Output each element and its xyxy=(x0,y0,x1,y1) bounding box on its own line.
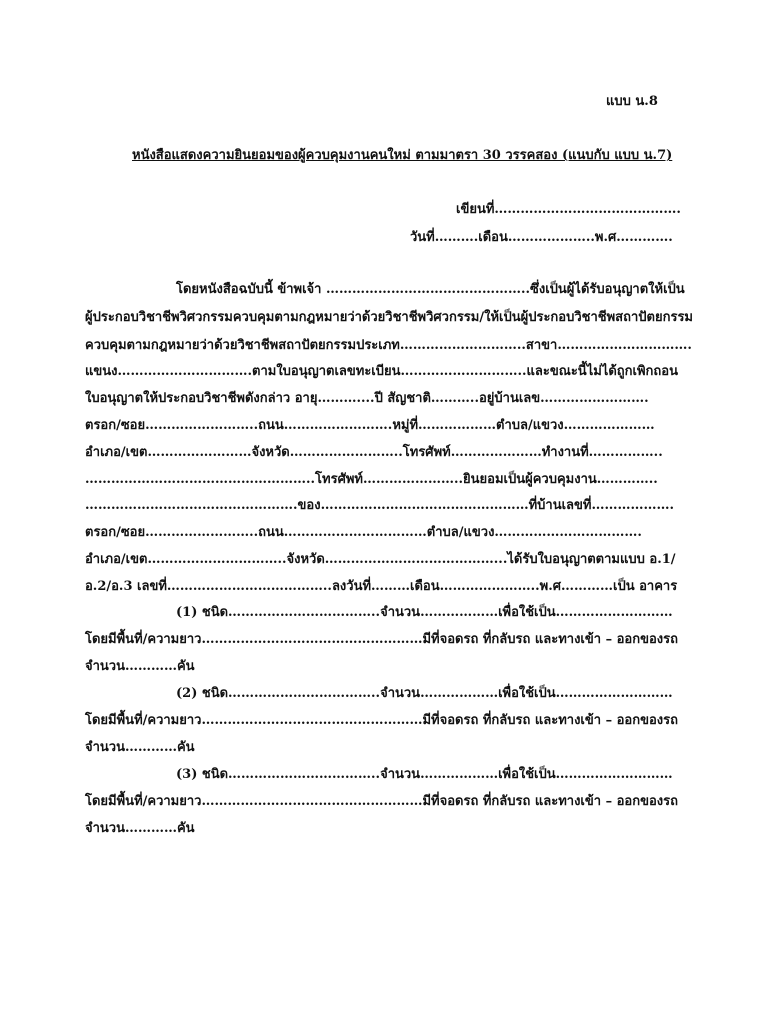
building-3-count-line: จำนวน…………คัน xyxy=(85,821,195,836)
body-line-3: ควบคุมตามกฎหมายว่าด้วยวิชาชีพสถาปัตยกรรมประเภท………………………..สาขา…………………………. xyxy=(85,338,692,353)
building-3-area-line: โดยมีพื้นที่/ความยาว……………………………………………มีที่จอดรถ ที่กลับรถ และทางเข้า – ออกของรถ xyxy=(85,794,678,809)
building-1-count-line: จำนวน…………คัน xyxy=(85,659,195,674)
building-2-type-line: (2) ชนิด……………………………..จำนวน………………เพื่อใช้เป็น……………………… xyxy=(176,686,673,701)
body-line-9: ………………………………………….ของ…………………………………………ที่บ้านเลขที่………………. xyxy=(85,498,674,513)
body-line-10: ตรอก/ซอย……………………..ถนน……………………………ตำบล/แขวง……………………………. xyxy=(85,525,642,540)
building-2-area-line: โดยมีพื้นที่/ความยาว……………………………………………มีที่จอดรถ ที่กลับรถ และทางเข้า – ออกของรถ xyxy=(85,713,678,728)
body-line-5: ใบอนุญาตให้ประกอบวิชาชีพดังกล่าว อายุ………....ปี สัญชาติ………..อยู่บ้านเลข……………………. xyxy=(85,391,649,406)
date-field: วันที่……….เดือน………………..พ.ศ…………. xyxy=(410,230,673,245)
body-line-4: แขนง………………………….ตามใบอนุญาตเลขทะเบียน………………………..และขณะนี้ไม่ได้ถูกเพิกถอน xyxy=(85,364,678,379)
body-line-11: อำเภอ/เขต…………………………..จังหวัด…………………………………...ได้รับใบอนุญาตตามแบบ อ.1/ xyxy=(85,552,676,567)
building-3-type-line: (3) ชนิด……………………………..จำนวน………………เพื่อใช้เป็น……………………… xyxy=(176,767,673,782)
body-line-6: ตรอก/ซอย……………………..ถนน…………………….หมู่ที่………………ตำบล/แขวง………………… xyxy=(85,418,655,433)
body-line-12: อ.2/อ.3 เลขที่………………………………..ลงวันที่………เดือน…………………..พ.ศ…………เป็น อาคาร xyxy=(85,579,678,594)
body-line-2: ผู้ประกอบวิชาชีพวิศวกรรมควบคุมตามกฎหมายว่าด้วยวิชาชีพวิศวกรรม/ให้เป็นผู้ประกอบวิชาชีพสถาปัตยกรรม xyxy=(85,310,693,325)
building-2-count-line: จำนวน…………คัน xyxy=(85,740,195,755)
document-title: หนังสือแสดงความยินยอมของผู้ควบคุมงานคนใหม่ ตามมาตรา 30 วรรคสอง (แนบกับ แบบ น.7) xyxy=(132,148,673,163)
body-line-7: อำเภอ/เขต……………………จังหวัด……………………..โทรศัพท์…………………ทำงานที่…………….. xyxy=(85,445,663,460)
body-line-1: โดยหนังสือฉบับนี้ ข้าพเจ้า ………………………………………..ซึ่งเป็นผู้ได้รับอนุญาตให้เป็น xyxy=(176,282,685,297)
form-code: แบบ น.8 xyxy=(606,94,658,109)
written-at-field: เขียนที่……………………………………. xyxy=(456,202,681,217)
building-1-area-line: โดยมีพื้นที่/ความยาว……………………………………………มีที่จอดรถ ที่กลับรถ และทางเข้า – ออกของรถ xyxy=(85,632,678,647)
body-line-8: ……………………………………………..โทรศัพท์…………………..ยินยอมเป็นผู้ควบคุมงาน………….. xyxy=(85,472,658,487)
building-1-type-line: (1) ชนิด……………………………..จำนวน………………เพื่อใช้เป็น……………………… xyxy=(176,605,673,620)
